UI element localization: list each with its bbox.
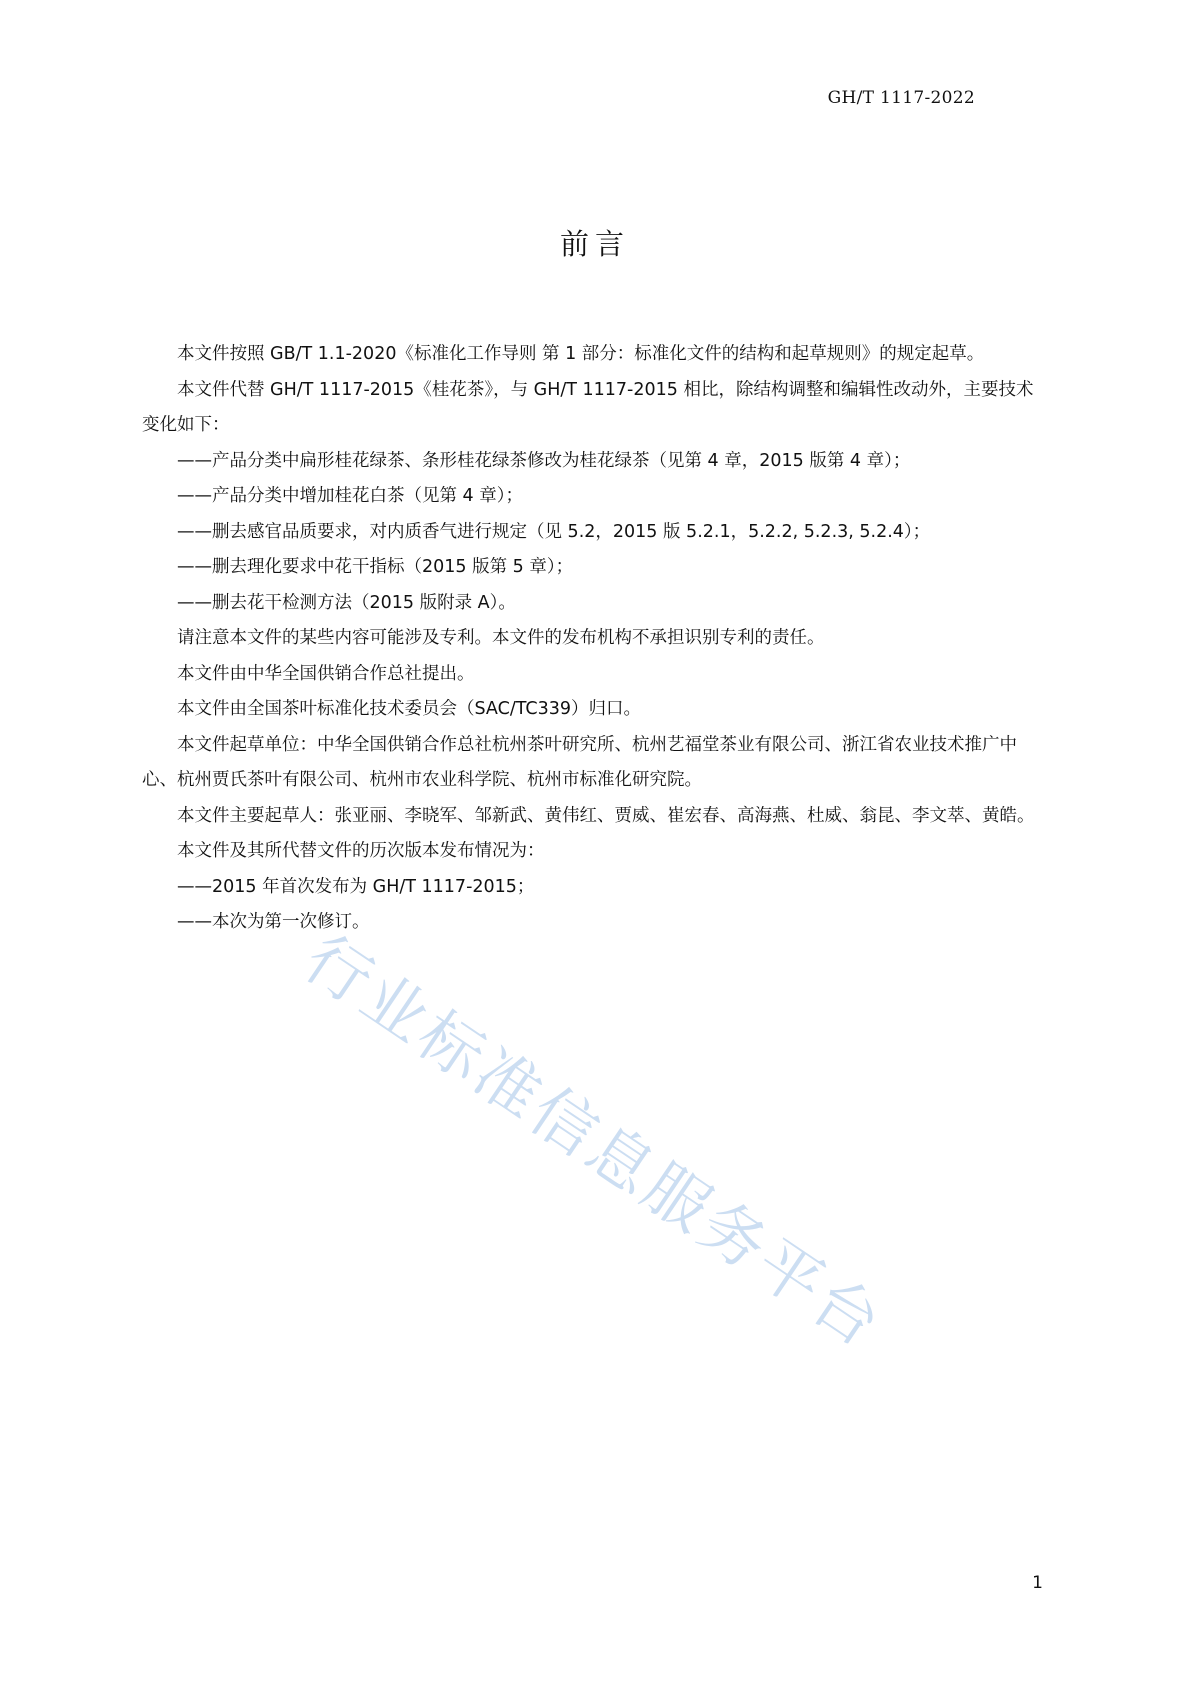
paragraph-drafting-rules: 本文件按照 GB/T 1.1-2020《标准化工作导则 第 1 部分：标准化文件的结构和起草规则》的规定起草。 [177,344,985,364]
change-item-physchem: ——删去理化要求中花干指标（2015 版第 5 章）； [177,557,574,577]
paragraph-drafting-units: 本文件起草单位：中华全国供销合作总社杭州茶叶研究所、杭州艺福堂茶业有限公司、浙江省农业技术推广中心、杭州贾氏茶叶有限公司、杭州市农业科学院、杭州市标准化研究院。 [142,734,1017,790]
paragraph-drafters: 本文件主要起草人：张亚丽、李晓军、邹新武、黄伟红、贾威、崔宏春、高海燕、杜威、翁昆、李文萃、黄皓。 [177,805,1035,826]
standard-code: GH/T 1117-2022 [827,88,975,108]
paragraph-replacement: 本文件代替 GH/T 1117-2015《桂花茶》，与 GH/T 1117-2015 相比，除结构调整和编辑性改动外，主要技术变化如下： [142,379,1034,435]
paragraph-version-history: 本文件及其所代替文件的历次版本发布情况为： [177,841,545,861]
page-title: 前言 [559,227,630,261]
change-item-sensory: ——删去感官品质要求，对内质香气进行规定（见 5.2，2015 版 5.2.1，5.2.2, 5.2.3, 5.2.4）； [177,521,931,542]
change-item-white-tea: ——产品分类中增加桂花白茶（见第 4 章）； [177,486,524,506]
foreword-body [142,337,1050,941]
change-item-test-method: ——删去花干检测方法（2015 版附录 A）。 [177,592,516,613]
change-item-green-tea: ——产品分类中扁形桂花绿茶、条形桂花绿茶修改为桂花绿茶（见第 4 章，2015 版第 4 章）； [177,450,911,471]
paragraph-patent-notice: 请注意本文件的某些内容可能涉及专利。本文件的发布机构不承担识别专利的责任。 [177,628,825,648]
watermark-text: 行业标准信息服务平台 [291,921,897,1364]
paragraph-proposer: 本文件由中华全国供销合作总社提出。 [177,663,475,684]
paragraph-technical-committee: 本文件由全国茶叶标准化技术委员会（SAC/TC339）归口。 [177,699,641,719]
history-item-current: ——本次为第一次修订。 [177,912,370,932]
page-number: 1 [1032,1573,1043,1593]
history-item-2015: ——2015 年首次发布为 GH/T 1117-2015； [177,876,535,897]
